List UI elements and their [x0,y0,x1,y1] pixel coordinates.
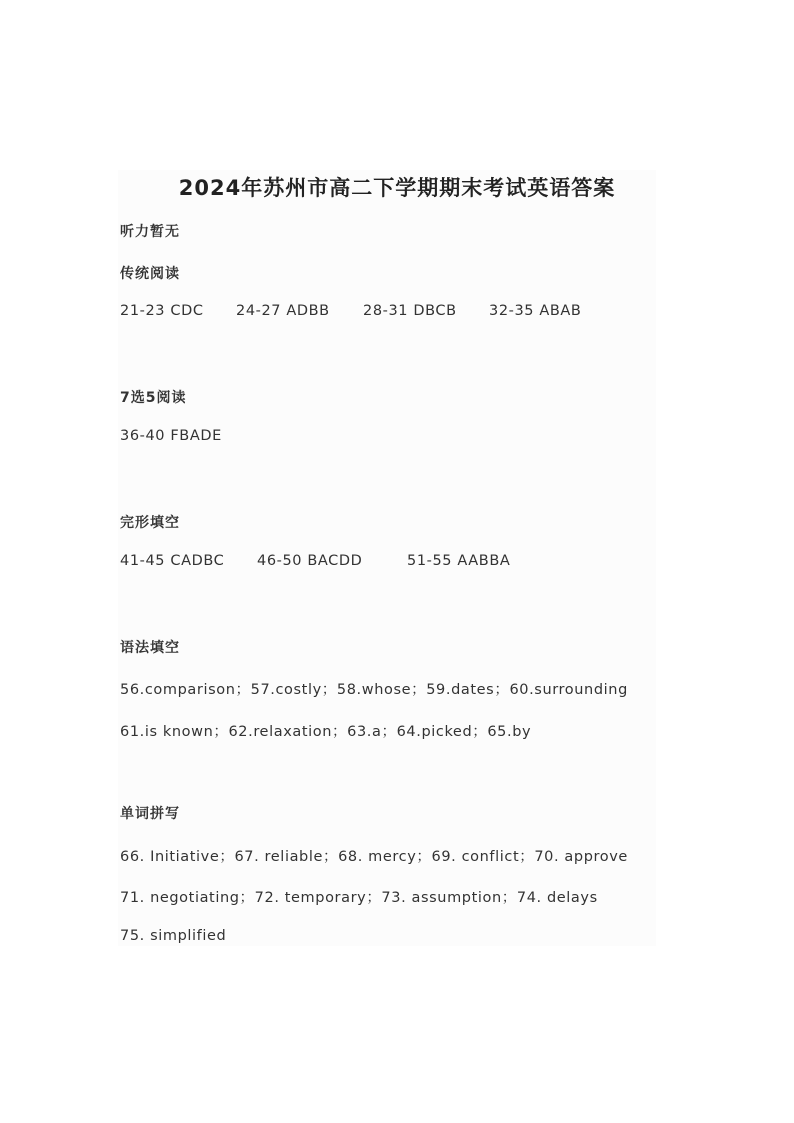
word-spelling-line: 75. simplified [120,928,227,944]
section-heading-grammar-fill: 语法填空 [120,640,180,656]
page-title: 2024年苏州市高二下学期期末考试英语答案 [178,176,616,200]
answer-group: 51-55 AABBA [407,553,511,569]
grammar-fill-line: 61.is known；62.relaxation；63.a；64.picked；65.by [120,724,532,740]
section-heading-traditional-reading: 传统阅读 [120,266,180,282]
answer-group: 36-40 FBADE [120,428,222,444]
section-heading-listening: 听力暂无 [120,224,180,240]
word-spelling-line: 66. Initiative；67. reliable；68. mercy；69. conflict；70. approve [120,849,628,865]
answer-group: 24-27 ADBB [236,303,330,319]
section-heading-cloze: 完形填空 [120,515,180,531]
answer-group: 41-45 CADBC [120,553,225,569]
answer-group: 46-50 BACDD [257,553,363,569]
section-heading-word-spelling: 单词拼写 [120,806,180,822]
word-spelling-line: 71. negotiating；72. temporary；73. assumption；74. delays [120,890,598,906]
answer-group: 32-35 ABAB [489,303,582,319]
section-heading-seven-choose-five: 7选5阅读 [120,390,187,406]
grammar-fill-line: 56.comparison；57.costly；58.whose；59.dates；60.surrounding [120,682,628,698]
answer-group: 21-23 CDC [120,303,204,319]
answer-group: 28-31 DBCB [363,303,457,319]
seven-choose-five-answers [120,428,222,444]
